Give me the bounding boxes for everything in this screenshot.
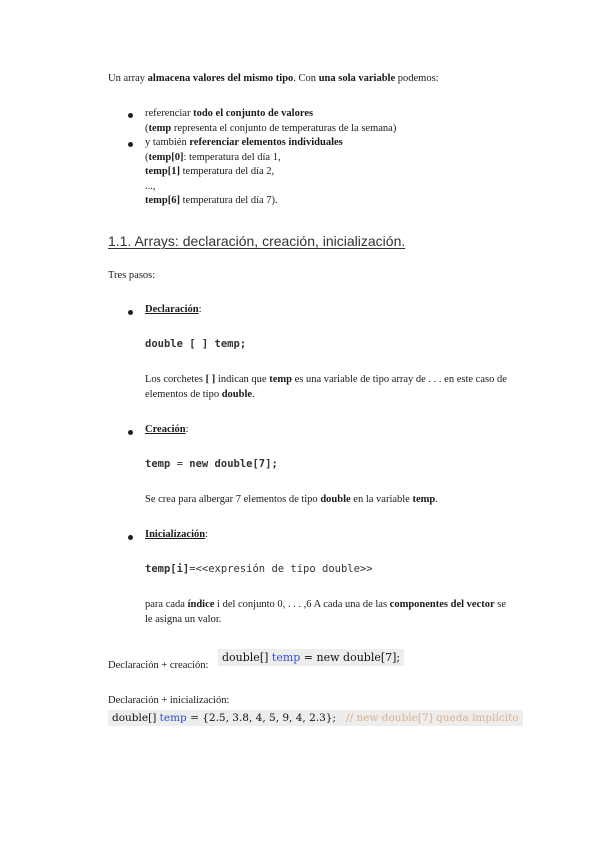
list-text: ...,: [145, 180, 156, 192]
desc-text: le asigna un valor.: [145, 613, 222, 625]
code-identifier: temp: [271, 651, 301, 664]
code-part: new double[7];: [189, 458, 278, 470]
intro-text: . Con: [293, 73, 319, 84]
list-bold: referenciar elementos individuales: [189, 137, 343, 148]
desc-text: Los corchetes: [145, 374, 206, 385]
list-text: temperatura del día 2,: [180, 166, 275, 177]
intro-paragraph: [108, 73, 439, 84]
desc-text: es una variable de tipo array de . . . en este caso de: [291, 374, 507, 385]
desc-text: se: [494, 599, 507, 610]
intro-bold: una sola variable: [318, 73, 396, 84]
desc-bold: índice: [187, 599, 215, 610]
list-text: y también: [145, 137, 190, 148]
list-bold: temp[1]: [145, 166, 180, 177]
code-part: temp[i]: [145, 563, 190, 575]
code-identifier: temp: [159, 712, 187, 724]
bullet-icon: [128, 113, 133, 118]
code-part: =<<expresión de tipo double>>: [189, 563, 373, 575]
intro-text: Un array: [108, 73, 148, 84]
code-part: =: [170, 458, 190, 470]
step-inicializacion-label: Inicialización:: [145, 529, 209, 540]
list-text: representa el conjunto de temperaturas de la semana): [171, 122, 397, 134]
desc-bold: double: [320, 494, 351, 505]
list-text: : temperatura del día 1,: [183, 151, 281, 163]
desc-text: .: [435, 494, 438, 505]
list-text: referenciar: [145, 108, 194, 119]
desc-bold: componentes del vector: [389, 599, 495, 610]
code-part: new double[7];: [316, 651, 401, 664]
bullet-icon: [128, 430, 133, 435]
step-label: Creación: [145, 424, 186, 435]
section-intro: Tres pasos:: [108, 270, 156, 281]
list-bold: temp[0]: [148, 151, 184, 163]
desc-bold: temp: [412, 494, 436, 505]
desc-text: Se crea para albergar 7 elementos de tipo: [145, 494, 321, 505]
code-comment: // new double[7] queda implícito: [346, 712, 519, 724]
code-part: double[]: [112, 712, 160, 724]
section-heading: 1.1. Arrays: declaración, creación, inicialización.: [108, 233, 406, 249]
step-declaracion-label: Declaración:: [145, 304, 202, 315]
list-text: temperatura del día 7).: [180, 195, 278, 206]
desc-bold: double: [221, 388, 253, 400]
step-creacion-desc: [145, 493, 438, 508]
desc-text: en la variable: [350, 494, 413, 505]
desc-text: indican que: [215, 374, 270, 385]
desc-text: para cada: [145, 599, 188, 610]
code-part: double[]: [222, 651, 272, 664]
code-inicializacion: [145, 563, 373, 575]
code-part: =: [300, 651, 317, 664]
bullet-icon: [128, 535, 133, 540]
bullet-icon: [128, 142, 133, 147]
code-part: temp: [145, 458, 171, 470]
bullet-icon: [128, 310, 133, 315]
step-declaracion-desc: [145, 373, 507, 402]
desc-bold: temp: [269, 374, 292, 385]
code-creacion: [145, 458, 278, 470]
list-bold: todo el conjunto de valores: [193, 108, 314, 119]
example-declaracion-inicializacion-label: Declaración + inicialización:: [108, 695, 230, 706]
example-declaracion-creacion-label: Declaración + creación:: [108, 660, 209, 671]
intro-bold: almacena valores del mismo tipo: [147, 73, 294, 84]
step-creacion-label: Creación:: [145, 424, 189, 435]
desc-text: elementos de tipo: [145, 388, 222, 400]
code-part: = {2.5, 3.8, 4, 5, 9, 4, 2.3};: [186, 712, 337, 724]
code-example-inicializacion: [108, 710, 523, 726]
list-item: y también referenciar elementos individuales (temp[0]: temperatura del día 1, temp[1] temperatura del día 2, ..., temp[6] temperatura del día 7).: [145, 137, 343, 206]
list-bold: temp: [148, 122, 172, 134]
list-item: referenciar todo el conjunto de valores (temp representa el conjunto de temperaturas de la semana): [145, 108, 397, 134]
desc-text: i del conjunto 0, . . . ,6 A cada una de las: [214, 599, 390, 610]
code-example-creacion: [218, 649, 404, 666]
intro-text: podemos:: [395, 73, 439, 84]
step-label: Declaración: [145, 304, 199, 315]
desc-bold: [ ]: [205, 374, 216, 385]
code-declaracion: double [ ] temp;: [145, 338, 247, 350]
step-label: Inicialización: [145, 529, 206, 540]
step-inicializacion-desc: [145, 598, 506, 627]
desc-text: .: [252, 388, 255, 400]
list-bold: temp[6]: [145, 195, 180, 206]
